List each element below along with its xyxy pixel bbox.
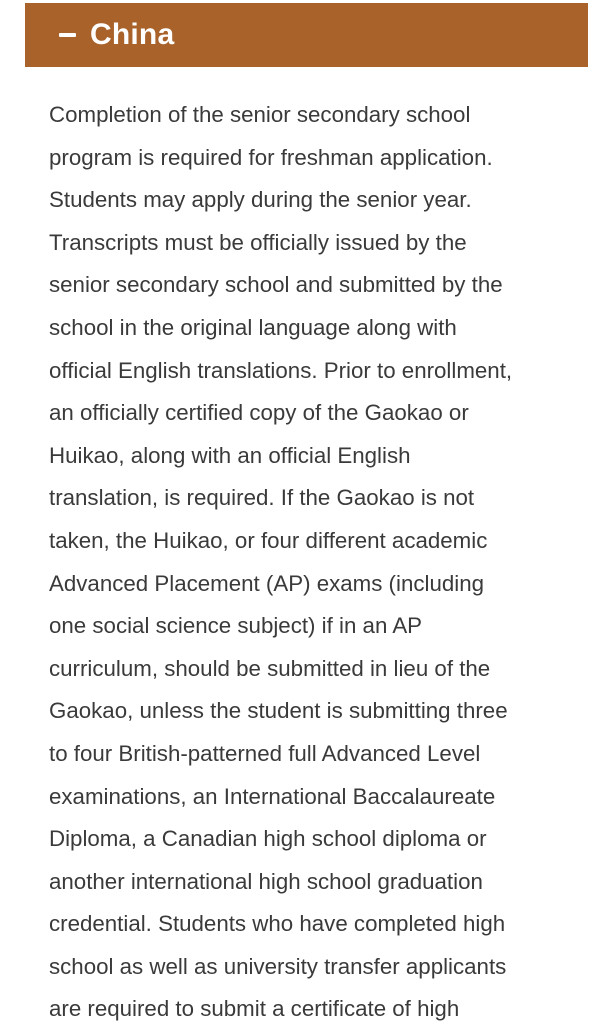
text-line: credential. Students who have completed high bbox=[49, 911, 506, 937]
text-line: curriculum, should be submitted in lieu of the bbox=[49, 655, 491, 681]
text-line: to four British-patterned full Advanced Level bbox=[49, 740, 481, 766]
minus-icon[interactable] bbox=[59, 33, 76, 37]
text-line: Transcripts must be officially issued by the bbox=[49, 229, 467, 255]
text-line: examinations, an International Baccalaureate bbox=[49, 783, 496, 809]
text-line: Diploma, a Canadian high school diploma or bbox=[49, 826, 487, 852]
text-line: program is required for freshman application. bbox=[49, 144, 493, 170]
text-line: school as well as university transfer applicants bbox=[49, 953, 507, 979]
text-line: one social science subject) if in an AP bbox=[49, 613, 423, 639]
text-line: are required to submit a certificate of high bbox=[49, 996, 460, 1022]
text-line: an officially certified copy of the Gaokao or bbox=[49, 400, 469, 426]
accordion-title: China bbox=[90, 18, 175, 51]
accordion-header-china[interactable] bbox=[25, 3, 588, 67]
text-line: Students may apply during the senior year. bbox=[49, 187, 472, 213]
text-line: Huikao, along with an official English bbox=[49, 442, 411, 468]
text-line: translation, is required. If the Gaokao is not bbox=[49, 485, 475, 511]
accordion-body bbox=[49, 94, 569, 1031]
text-line: Completion of the senior secondary school bbox=[49, 102, 471, 127]
requirements-paragraph bbox=[49, 94, 569, 1031]
text-line: another international high school graduation bbox=[49, 868, 483, 894]
text-line: senior secondary school and submitted by the bbox=[49, 272, 503, 298]
text-line: taken, the Huikao, or four different academic bbox=[49, 527, 488, 553]
text-line: official English translations. Prior to enrollment, bbox=[49, 357, 513, 383]
text-line: Advanced Placement (AP) exams (including bbox=[49, 570, 484, 596]
text-line: school in the original language along with bbox=[49, 314, 457, 340]
text-line: Gaokao, unless the student is submitting three bbox=[49, 698, 508, 724]
